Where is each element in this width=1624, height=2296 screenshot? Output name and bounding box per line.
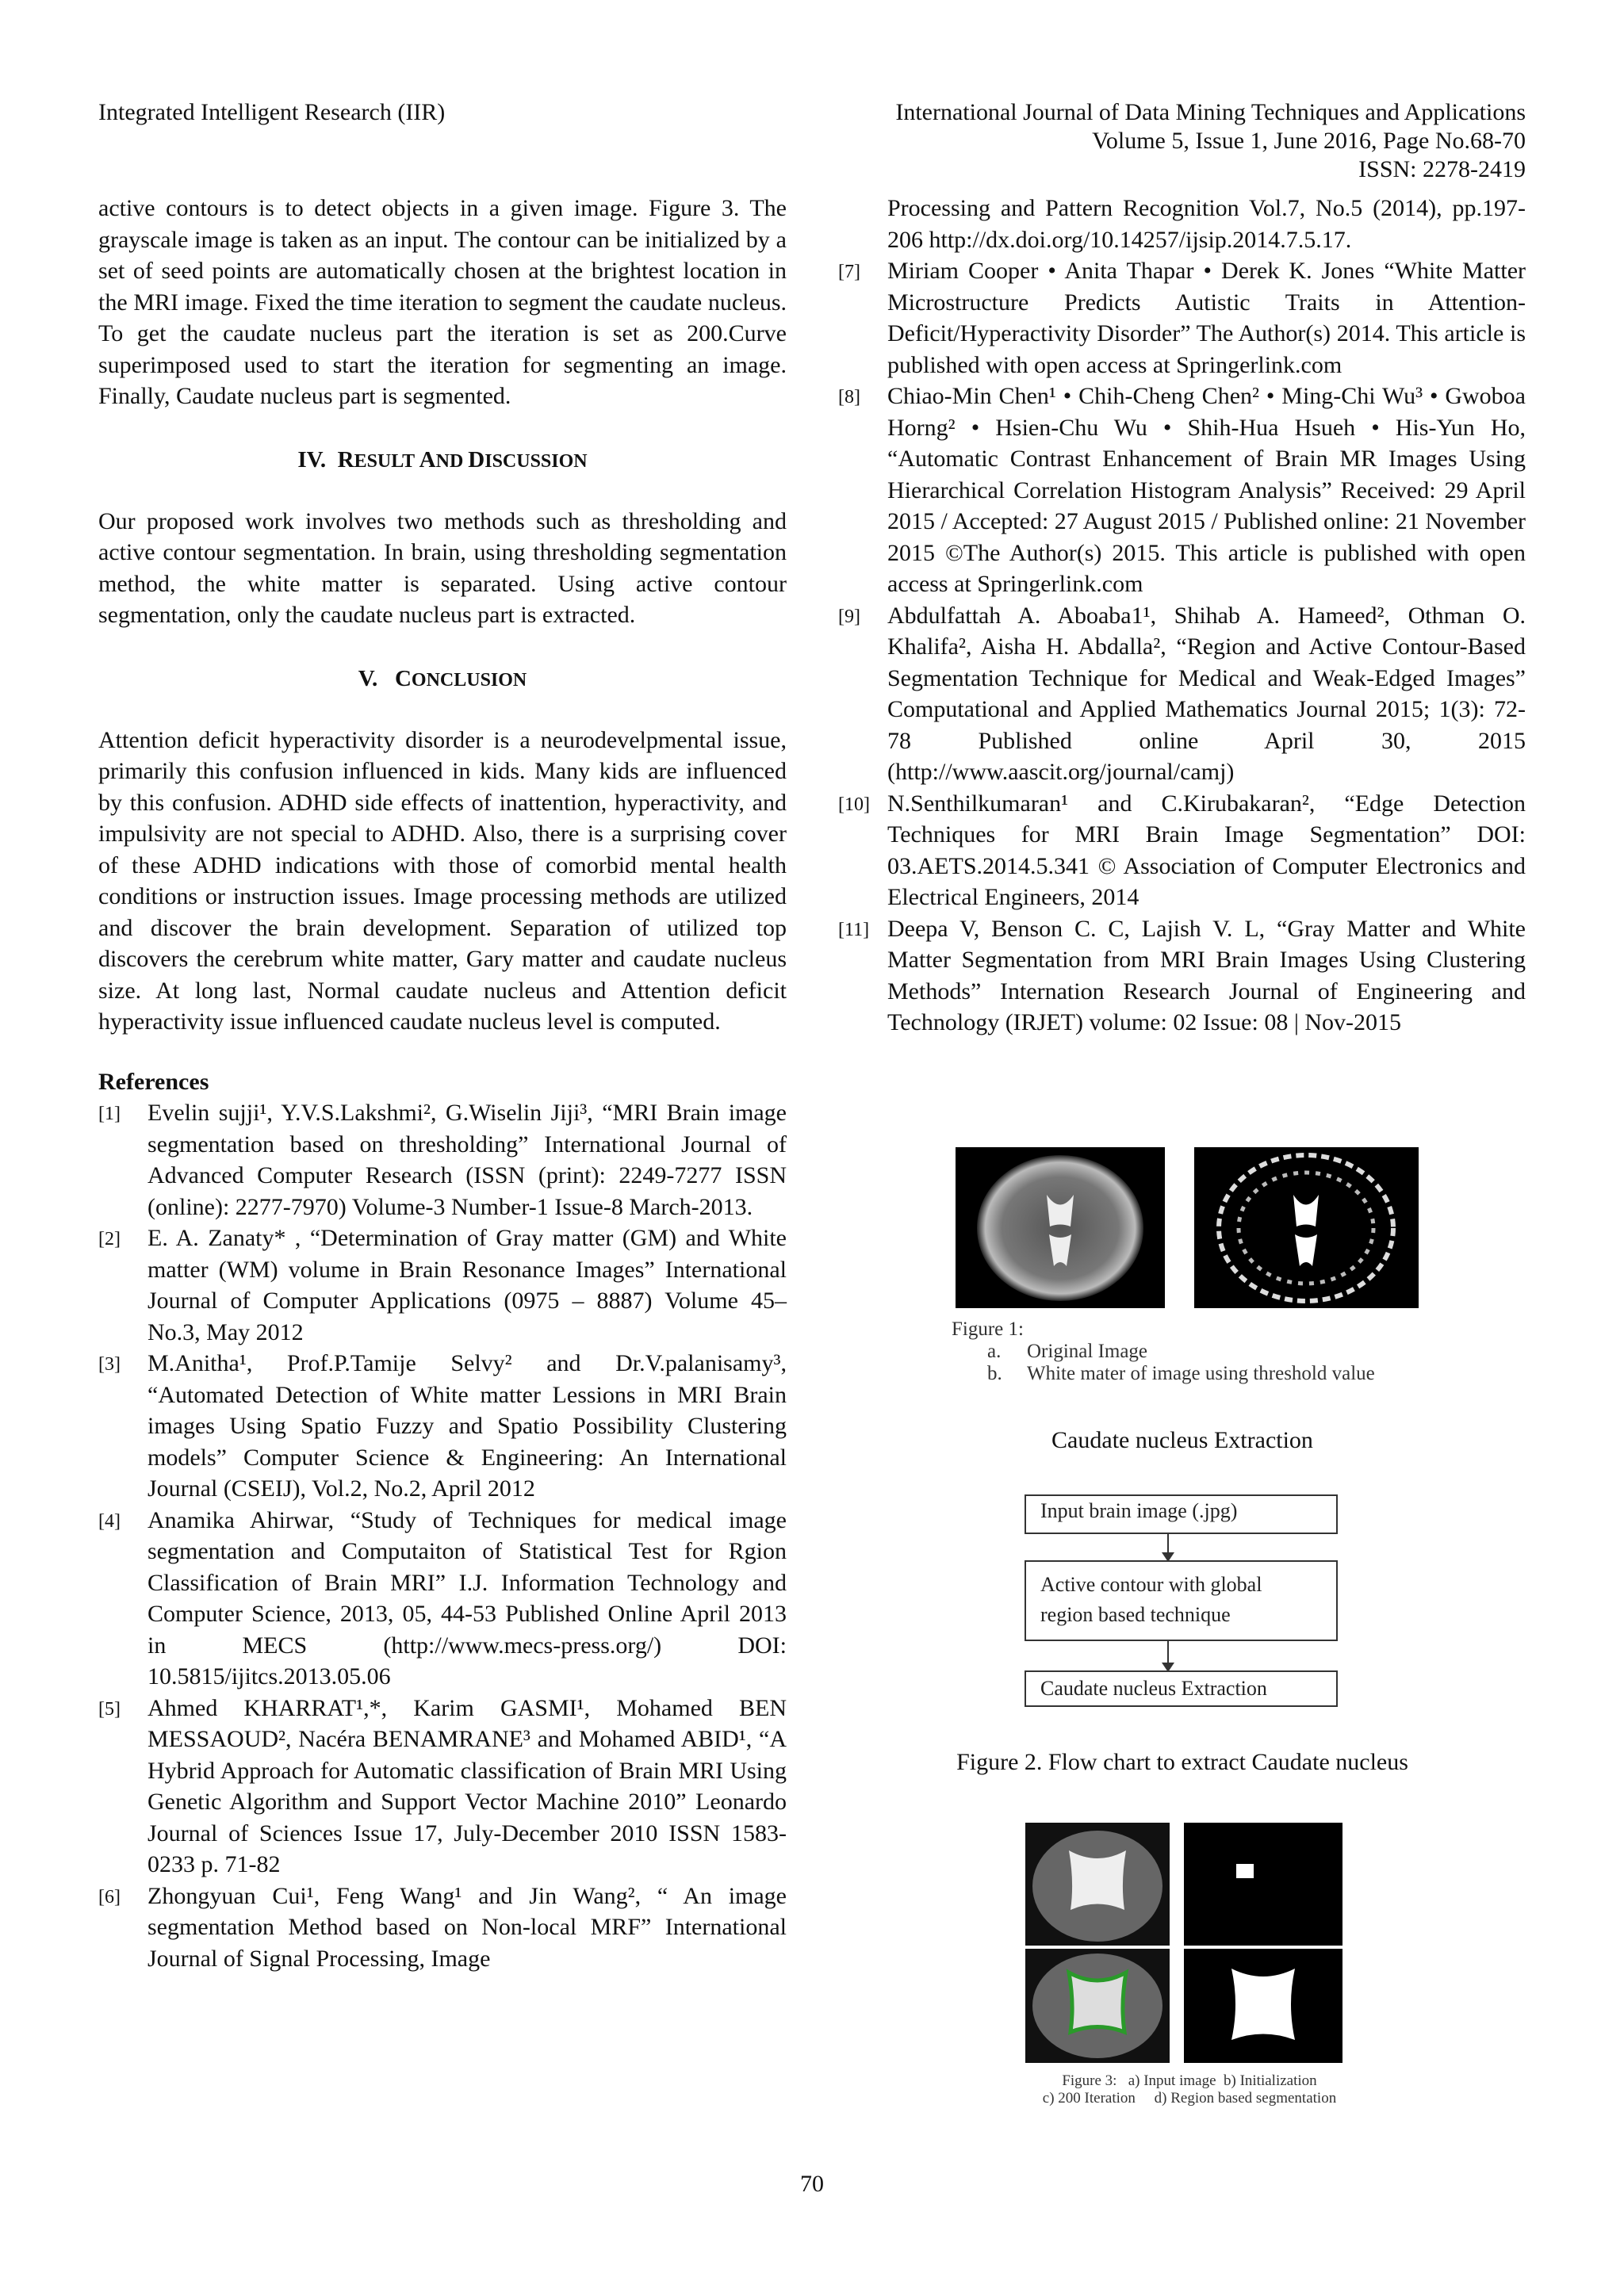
figure1-item-a-marker: a.	[987, 1341, 1002, 1362]
heading-part: ND	[435, 450, 469, 472]
figure3-caption-line: Figure 3: a) Input image b) Initialization	[1062, 2072, 1317, 2089]
figure2-caption: Figure 2. Flow chart to extract Caudate nucleus	[956, 1749, 1408, 1775]
reference-text: N.Senthilkumaran¹ and C.Kirubakaran², “Edge Detection Techniques for MRI Brain Image Segmentation” DOI: 03.AETS.2014.5.341 © Association of Computer Electronics and Electrical Engineers, 2014	[887, 790, 1526, 910]
header-journal-right	[895, 98, 1526, 184]
reference-item	[98, 1223, 787, 1348]
figure1-item-b-marker: b.	[987, 1363, 1002, 1384]
reference-number: [3]	[98, 1354, 121, 1375]
figure1-white-matter-image	[1194, 1147, 1419, 1308]
flowchart-step-active-contour	[1025, 1560, 1338, 1641]
reference-text: Deepa V, Benson C. C, Lajish V. L, “Gray Matter and White Matter Segmentation from MRI Brain Images Using Clustering Methods” Internation Research Journal of Engineering and Technology (IRJET) volume: 02 Issue: 08 | Nov-2015	[887, 915, 1526, 1035]
reference-item	[838, 913, 1526, 1039]
reference-item	[98, 1348, 787, 1505]
section-number: V.	[358, 665, 378, 691]
figure1-item-b: White mater of image using threshold value	[1027, 1363, 1375, 1384]
figure1-caption-title: Figure 1:	[952, 1318, 1024, 1340]
figure3-initialization-image	[1184, 1823, 1342, 1946]
figure1-original-mri-image	[956, 1147, 1165, 1308]
figure3-200-iteration-image	[1025, 1949, 1170, 2063]
reference-item	[838, 255, 1526, 381]
page-number: 70	[800, 2171, 824, 2197]
header-issn: ISSN: 2278-2419	[1358, 156, 1526, 182]
reference-number: [1]	[98, 1104, 121, 1124]
section-number: IV.	[297, 446, 327, 473]
header-volume: Volume 5, Issue 1, June 2016, Page No.68-70	[1092, 128, 1526, 154]
header-journal-left: Integrated Intelligent Research (IIR)	[98, 99, 446, 125]
reference-item	[98, 1097, 787, 1223]
figure1-item-a: Original Image	[1027, 1341, 1148, 1362]
reference-number: [10]	[838, 794, 870, 815]
reference-item	[98, 1505, 787, 1693]
figure3-region-segmentation-image	[1184, 1949, 1342, 2063]
result-paragraph: Our proposed work involves two methods such as thresholding and active contour segmentation. In brain, using thresholding segmentation method, the white matter is separated. Using active contour segmentation, only the caudate nucleus part is extracted.	[98, 507, 787, 628]
reference-number: [6]	[98, 1886, 121, 1908]
reference-text: Evelin sujji¹, Y.V.S.Lakshmi², G.Wiselin Jiji³, “MRI Brain image segmentation based on thresholding” International Journal of Advanced Computer Research (ISSN (print): 2249-7277 ISSN (online): 2277-7970) Volume-3 Number-1 Issue-8 March-2013.	[147, 1100, 787, 1220]
reference-number: [5]	[98, 1698, 121, 1720]
reference-item-continued	[838, 193, 1526, 255]
reference-text: M.Anitha¹, Prof.P.Tamije Selvy² and Dr.V.palanisamy³, “Automated Detection of White matter Lessions in MRI Brain images Using Spatio Fuzzy and Spatio Possibility Clustering models” Computer Science & Engineering: An International Journal (CSEIJ), Vol.2, No.2, April 2012	[147, 1350, 787, 1502]
flowchart-step-line: Active contour with global	[1040, 1573, 1262, 1596]
reference-text: Miriam Cooper • Anita Thapar • Derek K. Jones “White Matter Microstructure Predicts Autistic Traits in Attention-Deficit/Hyperactivity Disorder” The Author(s) 2014. This article is published with open access at Springerlink.com	[887, 258, 1526, 378]
intro-paragraph: active contours is to detect objects in a given image. Figure 3. The grayscale image is taken as an input. The contour can be initialized by a set of seed points are automatically chosen at the brightest location in the MRI image. Fixed the time iteration to segment the caudate nucleus. To get the caudate nucleus part the iteration is set as 200.Curve superimposed used to start the iteration for segmenting an image. Finally, Caudate nucleus part is segmented.	[98, 195, 787, 409]
flowchart-heading: Caudate nucleus Extraction	[1051, 1427, 1313, 1453]
flowchart-arrow-icon	[1167, 1534, 1169, 1560]
heading-part: ISCUSSION	[485, 450, 588, 472]
heading-part: A	[419, 446, 436, 473]
reference-number: [8]	[838, 387, 860, 408]
conclusion-paragraph: Attention deficit hyperactivity disorder is a neurodevelpmental issue, primarily this confusion influenced in kids. Many kids are influenced by this confusion. ADHD side effects of inattention, hyperactivity, and impulsivity are not special to ADHD. Also, there is a surprising cover of these ADHD indications with those of comorbid mental health conditions or instruction issues. Image processing methods are utilized and discover the brain development. Separation of utilized top discovers the cerebrum white matter, Gary matter and caudate nucleus size. At long last, Normal caudate nucleus and Attention deficit hyperactivity issue influenced caudate nucleus level is computed.	[98, 726, 787, 1035]
heading-part: ONCLUSION	[411, 669, 527, 691]
reference-number: [7]	[838, 262, 860, 282]
reference-item	[838, 600, 1526, 788]
heading-part: D	[468, 446, 485, 473]
heading-part: R	[337, 446, 354, 473]
section-heading-result	[98, 444, 787, 477]
reference-text: Anamika Ahirwar, “Study of Techniques for medical image segmentation and Computaiton of Statistical Test for Rgion Classification of Brain MRI” I.J. Information Technology and Computer Science, 2013, 05, 44-53 Published Online April 2013 in MECS (http://www.mecs-press.org/) DOI: 10.5815/ijitcs.2013.05.06	[147, 1506, 787, 1689]
flowchart-step-line: region based technique	[1040, 1603, 1231, 1626]
figure3-caption	[1015, 2072, 1364, 2107]
reference-text: Processing and Pattern Recognition Vol.7, No.5 (2014), pp.197-206 http://dx.doi.org/10.14257/ijsip.2014.7.5.17.	[887, 195, 1526, 253]
reference-item	[838, 788, 1526, 913]
reference-text: Chiao-Min Chen¹ • Chih-Cheng Chen² • Ming-Chi Wu³ • Gwoboa Horng² • Hsien-Chu Wu • Shih-Hua Hsueh • His-Yun Ho, “Automatic Contrast Enhancement of Brain MR Images Using Hierarchical Correlation Histogram Analysis” Received: 29 April 2015 / Accepted: 27 August 2015 / Published online: 21 November 2015 ©The Author(s) 2015. This article is published with open access at Springerlink.com	[887, 383, 1526, 597]
flowchart-step-input: Input brain image (.jpg)	[1025, 1494, 1338, 1534]
reference-text: E. A. Zanaty* , “Determination of Gray matter (GM) and White matter (WM) volume in Brain Resonance Images” International Journal of Computer Applications (0975 – 8887) Volume 45– No.3, May 2012	[147, 1225, 787, 1345]
reference-item	[838, 381, 1526, 600]
reference-item	[98, 1693, 787, 1881]
reference-text: Ahmed KHARRAT¹,*, Karim GASMI¹, Mohamed BEN MESSAOUD², Nacéra BENAMRANE³ and Mohamed ABID¹, “A Hybrid Approach for Automatic classification of Brain MRI Using Genetic Algorithm and Support Vector Machine 2010” Leonardo Journal of Sciences Issue 17, July-December 2010 ISSN 1583-0233 p. 71-82	[147, 1694, 787, 1877]
section-heading-conclusion	[98, 663, 787, 696]
reference-number: [9]	[838, 606, 860, 627]
heading-part: C	[394, 665, 412, 691]
reference-number: [4]	[98, 1510, 121, 1532]
flowchart-step-extraction: Caudate nucleus Extraction	[1025, 1670, 1338, 1707]
reference-item	[98, 1881, 787, 1975]
figure3-input-image	[1025, 1823, 1170, 1946]
reference-list-right	[838, 193, 1526, 1039]
references-heading: References	[98, 1068, 209, 1095]
figure3-caption-line: c) 200 Iteration d) Region based segmentation	[1042, 2090, 1337, 2107]
flowchart-arrow-icon	[1167, 1641, 1169, 1670]
header-journal-title: International Journal of Data Mining Techniques and Applications	[895, 99, 1526, 125]
reference-text: Abdulfattah A. Aboaba1¹, Shihab A. Hameed², Othman O. Khalifa², Aisha H. Abdalla², “Region and Active Contour-Based Segmentation Technique for Medical and Weak-Edged Images” Computational and Applied Mathematics Journal 2015; 1(3): 72-78 Published online April 30, 2015 (http://www.aascit.org/journal/camj)	[887, 602, 1526, 785]
left-column	[98, 193, 787, 1974]
heading-part: ESULT	[354, 450, 419, 472]
reference-text: Zhongyuan Cui¹, Feng Wang¹ and Jin Wang², “ An image segmentation Method based on Non-local MRF” International Journal of Signal Processing, Image	[147, 1882, 787, 1972]
reference-number: [11]	[838, 919, 870, 940]
reference-number: [2]	[98, 1229, 121, 1249]
reference-list-left	[98, 1097, 787, 1974]
